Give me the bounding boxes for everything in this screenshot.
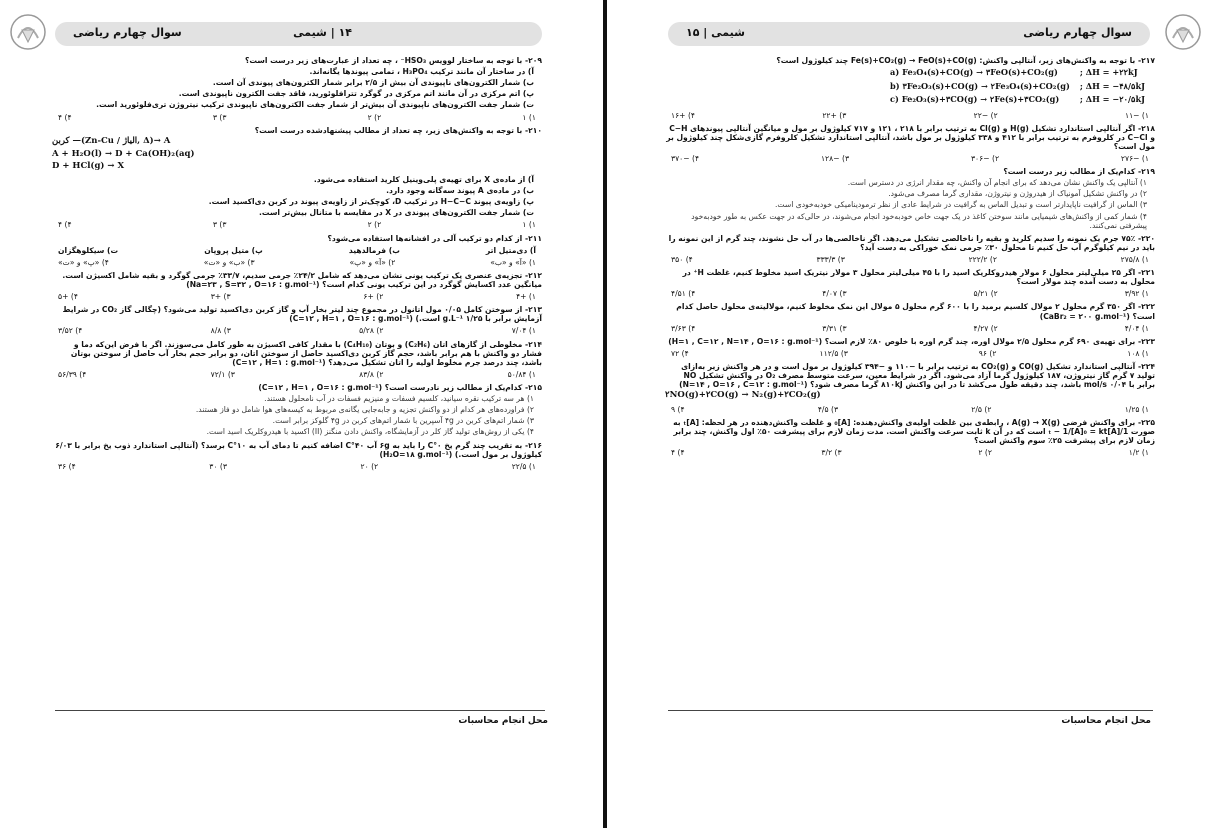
choice[interactable]: ۳) شمار اتم‌های کربن در ۴g آسپرین با شمار اتم‌های کربن در ۴g گلوکز برابر است. — [272, 416, 534, 426]
reaction-scheme — [52, 135, 542, 173]
question: ۲۱۹- کدام‌یک از مطالب زیر درست است؟ ۱) آنتالپی یک واکنش نشان می‌دهد که برای انجام آن واکنش، چه مقدار انرژی در دسترس است. ۲) در واکنش تشکیل آمونیاک از هیدروژن و نیتروژن، مقداری گرما مصرف می‌شود. ۳) الماس از گرافیت ناپایدارتر است و تبدیل الماس به گرافیت در شرایط عادی از نظر ترمودینامیکی خودبه‌خودی است. ۴) شمار کمی از واکنش‌های شیمیایی مانند سوختن کاغذ در یک جهت خاص خودبه‌خود انجام می‌شوند، در حالی‌که در جهت عکس به طور خودبه‌خود پیشرفتی نمی‌کنند. — [665, 167, 1155, 230]
answer-choices — [665, 154, 1155, 163]
reaction: ۲NO(g)+۲CO(g) → N₂(g)+۲CO₂(g) — [665, 390, 821, 401]
question: ۲۲۵- برای واکنش فرضی A(g) → X(g) ، رابطه‌ی بین غلظت اولیه‌ی واکنش‌دهنده: [A]₀ و غلظت واکنش‌دهنده در هر لحظه: [A]ₜ به صورت 1/[A]ₜ − 1/[A]₀ = kt است که در آن k ثابت سرعت واکنش است. مدت زمان لازم برای پیشرفت ۵۰٪ اول واکنش، چند برابر زمان لازم برای پیشرفت ۲۵٪ سوم واکنش است؟ ۱) ۱/۲ ۲) ۲ ۳) ۳/۲ ۴) ۴ — [665, 418, 1155, 457]
choice[interactable]: ۱) −۱۱ — [1124, 110, 1149, 120]
choice[interactable]: ۳) ۳ — [212, 112, 227, 122]
question: ۲۲۲- اگر ۳۵۰ گرم محلول ۲ مولال کلسیم برمید را با ۶۰۰ گرم محلول ۵ مولال این نمک مخلوط کنیم، مولالیته‌ی محلول حاصل کدام است؟ (CaBr₂ = ۲۰۰ g.mol⁻¹) ۱) ۴/۰۴ ۲) ۴/۲۷ ۳) ۳/۳۱ ۴) ۳/۶۳ — [665, 302, 1155, 332]
choice[interactable]: ۴) ۳/۶۳ — [671, 323, 696, 333]
question: ۲۱۱- از کدام دو ترکیب آلی در افشانه‌ها استفاده می‌شود؟ آ) دی‌متیل اتر ب) فرمالدهید پ) متیل پروپان ت) سیکلوهگزان ۱) «آ» و «ب» ۲) «آ» و «پ» ۳) «ب» و «ت» ۴) «پ» و «ت» — [52, 234, 542, 267]
choice[interactable]: ۲) +۶ — [363, 292, 384, 302]
choice[interactable]: ۱) «آ» و «ب» — [490, 257, 536, 267]
questions-column — [665, 56, 1155, 462]
scratch-area-label: محل انجام محاسبات — [458, 716, 548, 726]
choice[interactable]: ۱) ۱/۲۵ — [1124, 405, 1149, 415]
exam-title: سوال چهارم ریاضی — [1023, 26, 1132, 39]
right-page — [608, 0, 1211, 828]
reaction: a) Fe₃O₄(s)+CO(g) → ۳FeO(s)+CO₂(g) — [890, 67, 1058, 78]
choice[interactable]: ۳) ۳ — [212, 220, 227, 230]
choice[interactable]: ۳) ۷۲/۱ — [210, 369, 235, 379]
question: ۲۲۴- آنتالپی استاندارد تشکیل CO(g) و CO₂(g) به ترتیب برابر با −۱۱۰ و −۳۹۴ کیلوژول بر مول است و در هر واکنش زیر به‌ازای تولید ۷ گرم گاز نیتروژن، ۱۸۷ کیلوژول گرما آزاد می‌شود. اگر در شرایط معین، سرعت متوسط مصرف O₂ در واکنش تشکیل NO برابر با ۰/۰۴ mol/s باشد، چند دقیقه طول می‌کشد تا در این واکنش ۸۱۰kJ گرما مصرف شود؟ (N=۱۴ , O=۱۶ , C=۱۲ : g.mol⁻¹) ۲NO(g)+۲CO(g) → N₂(g)+۲CO₂(g) ۱) ۱/۲۵ ۲) ۲/۵ ۳) ۴/۵ ۴) ۹ — [665, 361, 1155, 415]
answer-choices — [665, 324, 1155, 333]
choice[interactable]: ۲) ۲/۵ — [971, 405, 992, 415]
choice[interactable]: ۲) ۲ — [367, 112, 382, 122]
choice[interactable]: ۱) ۲۲/۵ — [511, 461, 536, 471]
choice[interactable]: ۴) +۵ — [58, 292, 78, 302]
choice[interactable]: ۲) ۲ — [978, 448, 992, 458]
footer-divider — [668, 710, 1153, 711]
answer-choices — [52, 220, 542, 229]
answer-choices — [665, 289, 1155, 298]
choice[interactable]: ۳) ۳/۲ — [821, 448, 842, 458]
question: ۲۱۲- تجزیه‌ی عنصری یک ترکیب یونی نشان می‌دهد که شامل ۲۴/۲٪ جرمی سدیم، ۳۳/۷٪ جرمی گوگرد و بقیه شامل اکسیژن است. میانگین عدد اکسایش گوگرد در این ترکیب یونی کدام است؟ (Na=۲۳ , S=۳۲ , O=۱۶ : g.mol⁻¹) ۱) +۴ ۲) +۶ ۳) +۳ ۴) +۵ — [52, 271, 542, 301]
choice[interactable]: ۳) ۴/۵ — [817, 405, 839, 415]
publisher-logo-icon — [1163, 12, 1203, 52]
enthalpy: ; ΔH = +۲۲kJ — [1079, 67, 1138, 78]
choice[interactable]: ۳) الماس از گرافیت ناپایدارتر است و تبدیل الماس به گرافیت در شرایط عادی از نظر ترمودینامیکی خودبه‌خودی است. — [775, 200, 1147, 210]
choice[interactable]: ۲) ۵/۲۸ — [359, 326, 384, 336]
question: ۲۲۱- اگر ۲۵ میلی‌لیتر محلول ۶ مولار هیدروکلریک اسید را با ۴۵ میلی‌لیتر محلول ۳ مولار نیتریک اسید مخلوط کنیم، غلظت H⁺ در محلول به دست آمده چند مولار است؟ ۱) ۳/۹۲ ۲) ۵/۲۱ ۳) ۴/۰۷ ۴) ۴/۵۱ — [665, 268, 1155, 298]
statement: پ) اتم مرکزی در آن مانند اتم مرکزی در گوگرد تترافلوئورید، فاقد جفت الکترون ناپیوندی است. — [178, 89, 534, 99]
question: ۲۱۳- از سوختن کامل ۰/۰۵ مول اتانول در مجموع چند لیتر بخار آب و گاز کربن دی‌اکسید تولید می‌شود؟ (چگالی گاز CO₂ در شرایط آزمایش برابر با ۱/۲۵ g.L⁻¹ است.) (C=۱۲ , H=۱ , O=۱۶ : g.mol⁻¹) ۱) ۷/۰۴ ۲) ۵/۲۸ ۳) ۸/۸ ۴) ۳/۵۲ — [52, 305, 542, 335]
exam-title: سوال چهارم ریاضی — [73, 26, 182, 39]
question: ۲۱۸- اگر آنتالپی استاندارد تشکیل H(g) و Cl(g) به ترتیب برابر با ۲۱۸ ، ۱۲۱ و ۷۱۷ کیلوژول بر مول و میانگین آنتالپی پیوندهای C−H و C−Cl در کلروفرم به ترتیب برابر با ۴۱۲ و ۳۳۸ کیلوژول بر مول باشد، آنتالپی استاندارد تشکیل کلروفرم گازی‌شکل چند کیلوژول بر مول است؟ ۱) −۲۷۶ ۲) −۳۰۶ ۳) −۱۲۸ ۴) −۳۷۰ — [666, 123, 1155, 163]
choice[interactable]: ۴) ۳۵۰ — [671, 254, 693, 264]
choice[interactable]: ۱) ۳/۹۲ — [1124, 289, 1149, 299]
choice[interactable]: ۱) ۷/۰۴ — [511, 326, 536, 336]
choice[interactable]: ۲) در واکنش تشکیل آمونیاک از هیدروژن و نیتروژن، مقداری گرما مصرف می‌شود. — [888, 189, 1147, 199]
question: ۲۱۶- به تقریب چند گرم یخ ۰°C را باید به ۶g آب ۴۰°C اضافه کنیم تا دمای آب به ۱۰°C برسد؟ (آنتالپی استاندارد ذوب یخ برابر با ۶/۰۳ کیلوژول بر مول است.) (H₂O=۱۸ g.mol⁻¹) ۱) ۲۲/۵ ۲) ۲۰ ۳) ۳۰ ۴) ۳۶ — [52, 441, 542, 471]
answer-choices — [52, 113, 542, 122]
choice[interactable]: ۳) ۸/۸ — [210, 326, 231, 336]
answer-choices — [665, 448, 1155, 457]
reaction: b) ۳Fe₂O₃(s)+CO(g) → ۲Fe₃O₄(s)+CO₂(g) — [890, 80, 1070, 91]
choice[interactable]: ۱) ۴/۰۴ — [1124, 323, 1149, 333]
reaction: D + HCl(g) → X — [52, 161, 125, 172]
choice[interactable]: ۲) ۴/۲۷ — [973, 323, 998, 333]
publisher-logo-icon — [8, 12, 48, 52]
choice[interactable]: ۱) ۱/۲ — [1128, 448, 1149, 458]
choice[interactable]: ۱) ۵۰/۸۴ — [507, 369, 536, 379]
choice[interactable]: ۱) هر سه ترکیب نقره سیانید، کلسیم فسفات و منیزیم فسفات در آب نامحلول هستند. — [264, 394, 534, 404]
answer-choices — [665, 349, 1155, 358]
choice[interactable]: ۴) ۷۲ — [671, 348, 689, 358]
reaction: c) Fe₂O₃(s)+۳CO(g) → ۲Fe(s)+۳CO₂(g) — [890, 94, 1060, 105]
answer-choices — [665, 111, 1155, 120]
compound: ت) سیکلوهگزان — [58, 245, 119, 255]
page-header — [55, 22, 542, 46]
choice[interactable]: ۲) ۹۶ — [978, 348, 997, 358]
choice[interactable]: ۴) ۴/۵۱ — [671, 289, 696, 299]
choice[interactable]: ۱) ۲۷۵/۸ — [1120, 254, 1149, 264]
choice[interactable]: ۱) ۱ — [522, 112, 536, 122]
choice[interactable]: ۳) +۳ — [210, 292, 231, 302]
choice[interactable]: ۳) ۴/۰۷ — [822, 289, 847, 299]
answer-choices — [52, 370, 542, 379]
choice[interactable]: ۴) ۴ — [671, 448, 685, 458]
subject-page-number: ۱۴ | شیمی — [293, 26, 352, 39]
choice[interactable]: ۱) آنتالپی یک واکنش نشان می‌دهد که برای انجام آن واکنش، چه مقدار انرژی در دسترس است. — [847, 178, 1147, 188]
choice[interactable]: ۴) +۱۶ — [671, 110, 696, 120]
answer-choices — [52, 258, 542, 267]
choice[interactable]: ۱) ۱ — [522, 220, 536, 230]
choice[interactable]: ۴) ۹ — [671, 405, 685, 415]
choice[interactable]: ۲) ۵/۲۱ — [973, 289, 998, 299]
compound: آ) دی‌متیل اتر — [485, 245, 536, 255]
choice[interactable]: ۱) +۴ — [516, 292, 536, 302]
footer-divider — [55, 710, 545, 711]
statement: ب) شمار الکترون‌های ناپیوندی آن بیش از ۲/۵ برابر شمار الکترون‌های پیوندی آن است. — [212, 78, 534, 88]
answer-choices — [665, 405, 1155, 414]
reaction: کربن —(Zn-Cu / الیاژ, Δ)→ A — [52, 135, 171, 146]
answer-choices — [52, 462, 542, 471]
question: ۲۲۳- برای تهیه‌ی ۶۹۰ گرم محلول ۲/۵ مولال اوره، چند گرم اوره با خلوص ۸۰٪ لازم است؟ (H=۱ , C=۱۲ , N=۱۴ , O=۱۶ : g.mol⁻¹) ۱) ۱۰۸ ۲) ۹۶ ۳) ۱۱۲/۵ ۴) ۷۲ — [665, 337, 1155, 358]
question: ۲۱۷- با توجه به واکنش‌های زیر، آنتالپی واکنش: Fe(s)+CO₂(g) → FeO(s)+CO(g) چند کیلوژول است؟ a) Fe₃O₄(s)+CO(g) → ۳FeO(s)+CO₂(g) ; ΔH = +۲۲kJ b) ۳Fe₂O₃(s)+CO(g) → ۲Fe₃O₄(s)+CO₂(g) ; ΔH = −۴۸/۵kJ c) Fe₂O₃(s)+۳CO(g) → ۲Fe(s)+۳CO₂(g) ; ΔH = −۲۰/۵kJ ۱) −۱۱ ۲) −۲۲ ۳) +۲۲ ۴) +۱۶ — [665, 56, 1155, 120]
choice[interactable]: ۴) یکی از روش‌های تولید گاز کلر در آزمایشگاه، واکنش دادن منگنز (II) اکسید با هیدروکلریک اسید است. — [206, 427, 534, 437]
choice[interactable]: ۲) فراورده‌های هر کدام از دو واکنش تجزیه و جابه‌جایی یگانه‌ی مربوط به کیسه‌های هوا شامل دو فاز هستند. — [195, 405, 534, 415]
answer-choices — [665, 255, 1155, 264]
statement: ت) شمار جفت الکترون‌های پیوندی در X در مقایسه با متانال بیش‌تر است. — [259, 208, 534, 218]
choice[interactable]: ۳) ۳۳۳/۳ — [816, 254, 845, 264]
scratch-area-label: محل انجام محاسبات — [1061, 716, 1151, 726]
book-spine — [603, 0, 607, 828]
question: ۲۲۰- ۷۵٪ جرم یک نمونه را سدیم کلرید و بقیه را ناخالصی تشکیل می‌دهد. اگر ناخالصی‌ها در آب حل نشوند، چند گرم از این نمونه را باید در نیم کیلوگرم آب حل کنیم تا محلول ۳۰٪ جرمی نمک خوراکی به دست آید؟ ۱) ۲۷۵/۸ ۲) ۲۲۲/۲ ۳) ۳۳۳/۳ ۴) ۳۵۰ — [665, 234, 1155, 264]
choice[interactable]: ۳) ۳۰ — [209, 461, 227, 471]
answer-choices — [52, 326, 542, 335]
question: ۲۰۹- با توجه به ساختار لوویس HSO₃⁻ ، چه تعداد از عبارت‌های زیر درست است؟ آ) در ساختار آن مانند ترکیب H₃PO₄ ، تمامی پیوندها یگانه‌اند. ب) شمار الکترون‌های ناپیوندی آن بیش از ۲/۵ برابر شمار الکترون‌های پیوندی آن است. پ) اتم مرکزی در آن مانند اتم مرکزی در گوگرد تترافلوئورید، فاقد جفت الکترون ناپیوندی است. ت) شمار جفت الکترون‌های ناپیوندی آن بیش‌تر از شمار جفت الکترون‌های ناپیوندی ترکیب نیتروژن تری‌فلوئورید است. ۱) ۱ ۲) ۲ ۳) ۳ ۴) ۴ — [52, 56, 542, 122]
reaction-table — [888, 65, 1155, 107]
reaction: A + H₂O(l) → D + Ca(OH)₂(aq) — [52, 148, 195, 159]
choice[interactable]: ۲) ۲۰ — [360, 461, 379, 471]
answer-choices — [52, 292, 542, 301]
statement: ت) شمار جفت الکترون‌های ناپیوندی آن بیش‌تر از شمار جفت الکترون‌های ناپیوندی ترکیب نیتروژن تری‌فلوئورید است. — [96, 100, 534, 110]
choice[interactable]: ۴) ۳/۵۲ — [58, 326, 83, 336]
statement: ب) در ماده‌ی A پیوند سه‌گانه وجود دارد. — [386, 186, 534, 196]
page-header — [668, 22, 1150, 46]
compound: پ) متیل پروپان — [204, 245, 263, 255]
question: ۲۱۴- مخلوطی از گازهای اتان (C₂H₆) و بوتان (C₄H₁₀) با مقدار کافی اکسیژن به طور کامل می‌سوزند. اگر با فرض این‌که دما و فشار دو واکنش با هم برابر باشد، حجم گاز کربن دی‌اکسید حاصل از سوختن اتان، دو برابر حجم بخار آب حاصل از سوختن بوتان باشد، چند درصد جرم مخلوط اولیه را اتان تشکیل می‌دهد؟ (C=۱۲ , H=۱ : g.mol⁻¹) ۱) ۵۰/۸۴ ۲) ۸۳/۸ ۳) ۷۲/۱ ۴) ۵۶/۳۹ — [52, 340, 542, 379]
enthalpy: ; ΔH = −۲۰/۵kJ — [1079, 94, 1145, 105]
choice[interactable]: ۲) −۳۰۶ — [970, 154, 1000, 163]
choice[interactable]: ۴) ۳۶ — [58, 461, 76, 471]
subject-page-number: شیمی | ۱۵ — [686, 26, 745, 39]
choice[interactable]: ۴) ۴ — [58, 220, 72, 230]
question: ۲۱۵- کدام‌یک از مطالب زیر نادرست است؟ (C=۱۲ , H=۱ , O=۱۶ : g.mol⁻¹) ۱) هر سه ترکیب نقره سیانید، کلسیم فسفات و منیزیم فسفات در آب نامحلول هستند. ۲) فراورده‌های هر کدام از دو واکنش تجزیه و جابه‌جایی یگانه‌ی مربوط به کیسه‌های هوا شامل دو فاز هستند. ۳) شمار اتم‌های کربن در ۴g آسپرین با شمار اتم‌های کربن در ۴g گلوکز برابر است. ۴) یکی از روش‌های تولید گاز کلر در آزمایشگاه، واکنش دادن منگنز (II) اکسید با هیدروکلریک اسید است. — [52, 383, 542, 437]
choice[interactable]: ۳) ۱۱۲/۵ — [819, 348, 848, 358]
enthalpy: ; ΔH = −۴۸/۵kJ — [1079, 80, 1145, 91]
choice[interactable]: ۳) −۱۲۸ — [820, 154, 850, 163]
choice[interactable]: ۱) ۱۰۸ — [1127, 348, 1149, 358]
choice[interactable]: ۱) −۲۷۶ — [1120, 154, 1149, 163]
choice[interactable]: ۲) −۲۲ — [973, 110, 998, 120]
compound: ب) فرمالدهید — [348, 245, 400, 255]
left-page — [0, 0, 603, 828]
compound-options — [52, 246, 542, 255]
question: ۲۱۰- با توجه به واکنش‌های زیر، چه تعداد از مطالب پیشنهادشده درست است؟ کربن —(Zn-Cu / الیاژ, Δ)→ A A + H₂O(l) → D + Ca(OH)₂(aq) D + HCl(g) → X آ) از ماده‌ی X برای تهیه‌ی پلی‌وینیل کلرید استفاده می‌شود. ب) در ماده‌ی A پیوند سه‌گانه وجود دارد. پ) زاویه‌ی پیوند H−C−C در ترکیب D، کوچک‌تر از زاویه‌ی پیوند در کربن دی‌اکسید است. ت) شمار جفت الکترون‌های پیوندی در X در مقایسه با متانال بیش‌تر است. ۱) ۱ ۲) ۲ ۳) ۳ ۴) ۴ — [52, 125, 542, 230]
choice[interactable]: ۲) ۲ — [367, 220, 382, 230]
choice[interactable]: ۲) ۲۲۲/۲ — [968, 254, 997, 264]
statement: آ) در ساختار آن مانند ترکیب H₃PO₄ ، تمامی پیوندها یگانه‌اند. — [309, 67, 534, 77]
choice[interactable]: ۲) «آ» و «پ» — [349, 257, 396, 267]
choice[interactable]: ۳) «ب» و «ت» — [203, 257, 255, 267]
choice[interactable]: ۴) شمار کمی از واکنش‌های شیمیایی مانند سوختن کاغذ در یک جهت خاص خودبه‌خود انجام می‌شوند، در حالی‌که در جهت عکس به طور خودبه‌خود پیشرفتی نمی‌کنند. — [691, 211, 1147, 230]
statement: آ) از ماده‌ی X برای تهیه‌ی پلی‌وینیل کلرید استفاده می‌شود. — [313, 175, 534, 185]
choice[interactable]: ۴) «پ» و «ت» — [58, 257, 109, 267]
choice[interactable]: ۲) ۸۳/۸ — [359, 369, 384, 379]
choice[interactable]: ۴) −۳۷۰ — [671, 154, 700, 163]
choice[interactable]: ۴) ۵۶/۳۹ — [58, 369, 87, 379]
choice[interactable]: ۳) +۲۲ — [822, 110, 847, 120]
statement: پ) زاویه‌ی پیوند H−C−C در ترکیب D، کوچک‌تر از زاویه‌ی پیوند در کربن دی‌اکسید است. — [208, 197, 534, 207]
choice[interactable]: ۳) ۳/۳۱ — [822, 323, 847, 333]
choice[interactable]: ۴) ۴ — [58, 112, 72, 122]
questions-column — [52, 56, 542, 475]
